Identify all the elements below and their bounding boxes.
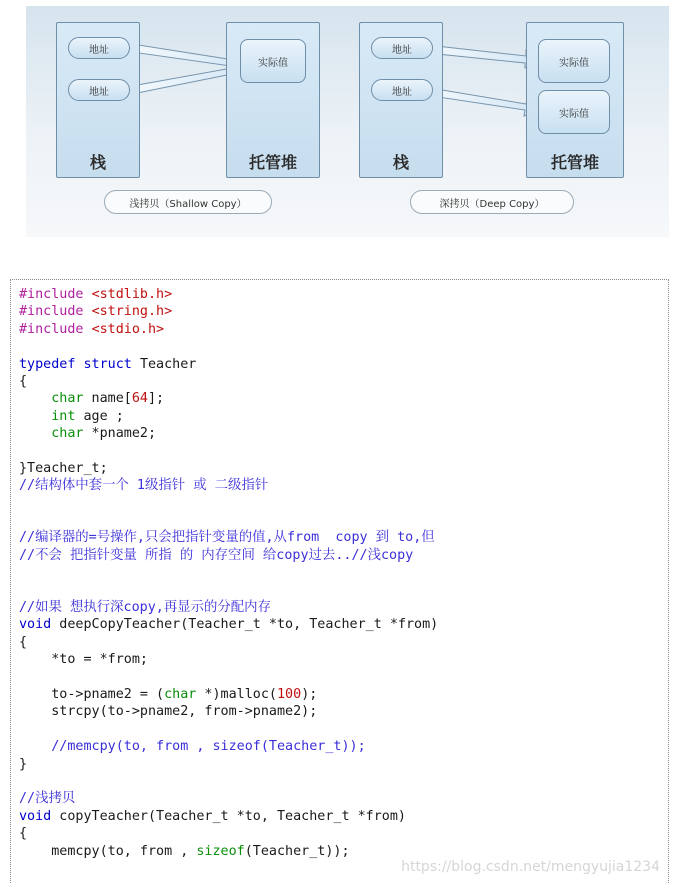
code-line xyxy=(19,651,438,668)
code-line xyxy=(19,616,438,633)
code-line xyxy=(19,529,438,546)
address-node: 地址 xyxy=(68,79,130,101)
code-line xyxy=(19,547,438,564)
code-token: strcpy(to->pname2, from->pname2); xyxy=(19,704,318,720)
code-token xyxy=(19,739,51,754)
code-token: { xyxy=(19,373,28,389)
code-line xyxy=(19,390,438,407)
stack-label: 栈 xyxy=(89,153,106,172)
heap-label: 托管堆 xyxy=(248,153,297,172)
code-token: sizeof xyxy=(196,843,245,859)
code-line xyxy=(19,338,438,355)
copy-diagram xyxy=(26,6,669,237)
code-token: //不会 把指针变量 所指 的 内存空间 给copy过去..//浅copy xyxy=(19,547,414,563)
code-line xyxy=(19,686,438,703)
code-token: to->pname2 = ( xyxy=(19,686,165,702)
code-line xyxy=(19,738,438,755)
code-line xyxy=(19,495,438,512)
address-node: 地址 xyxy=(371,37,433,59)
code-line xyxy=(19,790,438,807)
code-line xyxy=(19,408,438,425)
code-token: 64 xyxy=(131,391,148,407)
code-line xyxy=(19,825,438,842)
code-token: { xyxy=(19,634,28,650)
value-node: 实际值 xyxy=(538,90,610,134)
code-token: copyTeacher(Teacher_t *to, Teacher_t *from) xyxy=(51,808,406,824)
code-line xyxy=(19,286,438,303)
code-listing xyxy=(19,286,438,860)
code-line xyxy=(19,808,438,825)
code-token: name[ xyxy=(83,391,132,407)
code-token: void xyxy=(19,808,52,824)
code-line xyxy=(19,843,438,860)
address-node: 地址 xyxy=(371,79,433,101)
code-token: { xyxy=(19,826,28,842)
code-token: //浅拷贝 xyxy=(19,791,76,807)
code-token: memcpy(to, from , xyxy=(19,843,197,859)
code-token: 100 xyxy=(277,686,302,702)
code-token xyxy=(19,426,51,441)
code-token: #include xyxy=(19,321,92,337)
caption-deep-copy: 深拷贝（Deep Copy） xyxy=(410,190,574,214)
code-token xyxy=(19,391,51,406)
code-token: char xyxy=(51,391,84,407)
code-line xyxy=(19,773,438,790)
code-line xyxy=(19,373,438,390)
code-token: *)malloc( xyxy=(196,686,277,702)
code-line xyxy=(19,477,438,494)
code-line xyxy=(19,756,438,773)
code-token: typedef struct xyxy=(19,356,140,372)
code-line xyxy=(19,564,438,581)
code-token: char xyxy=(164,686,197,702)
heap-label: 托管堆 xyxy=(550,153,599,172)
code-token: deepCopyTeacher(Teacher_t *to, Teacher_t *from) xyxy=(51,617,439,633)
code-token: //memcpy(to, from , sizeof(Teacher_t)); xyxy=(51,739,366,755)
code-token: *pname2; xyxy=(83,426,157,442)
code-line xyxy=(19,582,438,599)
code-block xyxy=(10,279,669,883)
address-node: 地址 xyxy=(68,37,130,59)
code-token: <string.h> xyxy=(91,304,173,320)
watermark: https://blog.csdn.net/mengyujia1234 xyxy=(401,859,660,875)
code-line xyxy=(19,669,438,686)
code-line xyxy=(19,443,438,460)
code-token: //编译器的=号操作,只会把指针变量的值,从from copy 到 to,但 xyxy=(19,530,435,546)
code-token: #include xyxy=(19,304,92,320)
caption-shallow-copy: 浅拷贝（Shallow Copy） xyxy=(104,190,272,214)
stack-label: 栈 xyxy=(392,153,409,172)
code-token: } xyxy=(19,756,28,772)
code-token: #include xyxy=(19,287,92,302)
code-token: }Teacher_t; xyxy=(19,460,108,476)
code-token: age ; xyxy=(75,408,124,424)
code-line xyxy=(19,599,438,616)
value-node: 实际值 xyxy=(538,39,610,83)
code-line xyxy=(19,321,438,338)
code-line xyxy=(19,460,438,477)
value-node: 实际值 xyxy=(240,39,306,83)
code-token: ); xyxy=(301,686,318,702)
code-token: char xyxy=(51,426,84,442)
code-token: <stdio.h> xyxy=(91,321,165,337)
code-line xyxy=(19,425,438,442)
code-line xyxy=(19,356,438,373)
code-token: ]; xyxy=(148,391,165,407)
code-token: int xyxy=(51,408,76,424)
code-line xyxy=(19,634,438,651)
code-token: Teacher xyxy=(139,356,197,372)
code-token: //结构体中套一个 1级指针 或 二级指针 xyxy=(19,478,269,494)
code-line xyxy=(19,703,438,720)
code-token: <stdlib.h> xyxy=(91,287,173,302)
code-token xyxy=(19,409,51,424)
code-token: void xyxy=(19,617,52,633)
code-token: //如果 想执行深copy,再显示的分配内存 xyxy=(19,600,271,616)
code-token: *to = *from; xyxy=(19,652,148,668)
code-token: (Teacher_t)); xyxy=(244,843,350,859)
code-line xyxy=(19,303,438,320)
code-line xyxy=(19,512,438,529)
code-line xyxy=(19,721,438,738)
